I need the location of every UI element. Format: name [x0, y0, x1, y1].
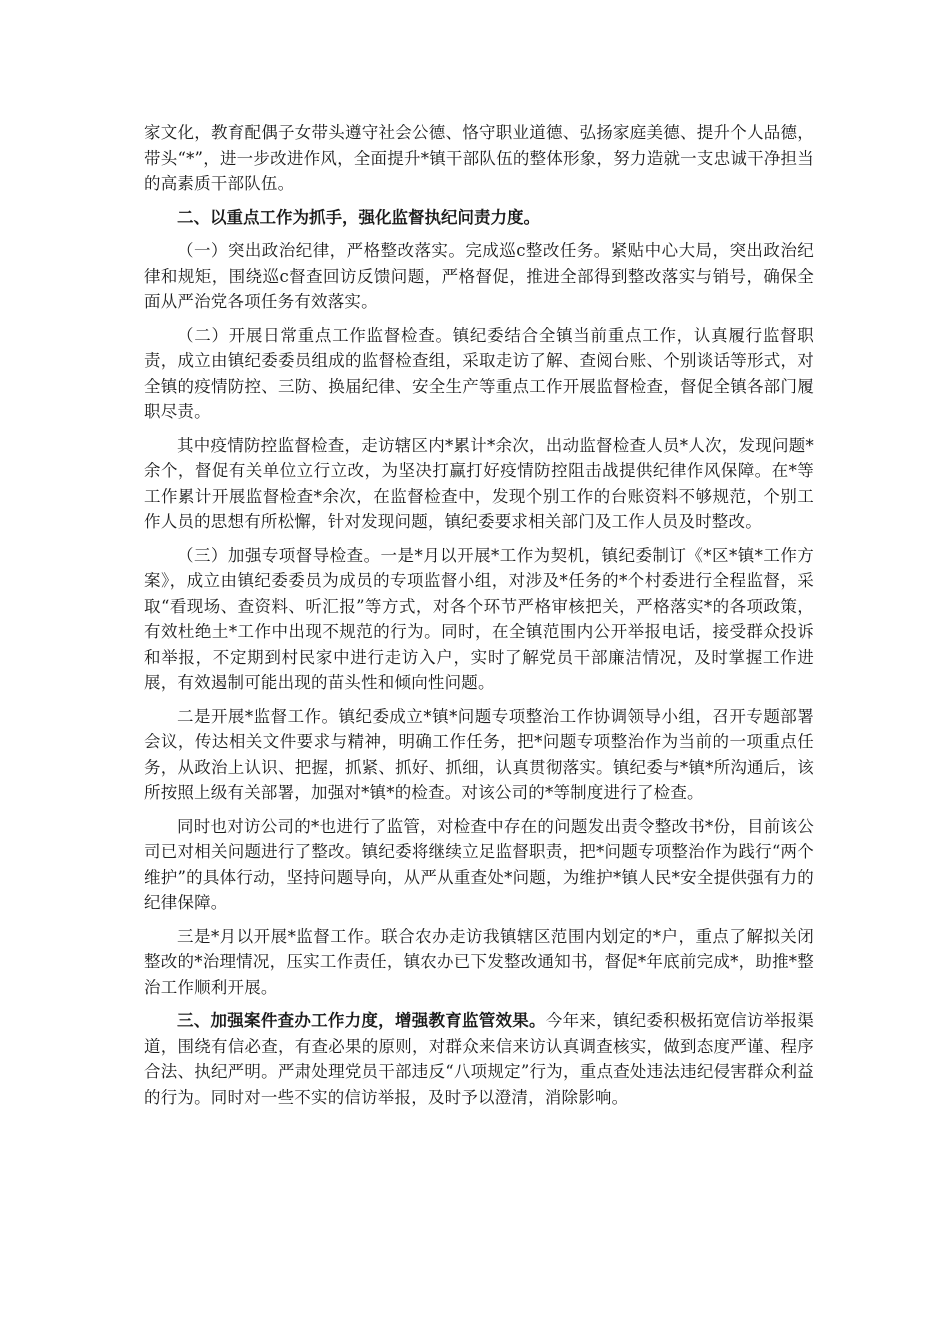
paragraph-third-item: 三是*月以开展*监督工作。联合农办走访我镇辖区范围内划定的*户，重点了解拟关闭整改的*治理情况，压实工作责任，镇农办已下发整改通知书，督促*年底前完成*，助推*整治工作顺利开展。 — [144, 926, 814, 997]
section-heading-3: 三、加强案件查办工作力度，增强教育监管效果。 — [177, 1011, 546, 1030]
paragraph-daily-supervision: （二）开展日常重点工作监督检查。镇纪委结合全镇当前重点工作，认真履行监督职责，成立由镇纪委委员组成的监督检查组，采取走访了解、查阅台账、个别谈话等形式，对全镇的疫情防控、三防、换届纪律、安全生产等重点工作开展监督检查，督促全镇各部门履职尽责。 — [144, 325, 814, 421]
section-3-body: 今年来，镇纪委积极拓宽信访举报渠道，围绕有信必查，有查必果的原则，对群众来信来访认真调查核实，做到态度严谨、程序合法、执纪严明。严肃处理党员干部违反“八项规定”行为，重点查处违法违纪侵害群众利益的行为。同时对一些不实的信访举报，及时予以澄清，消除影响。 — [144, 1011, 814, 1107]
paragraph-section-3 — [144, 1008, 814, 1110]
document-page — [144, 120, 814, 1118]
section-heading-2: 二、以重点工作为抓手，强化监督执纪问责力度。 — [177, 207, 540, 227]
paragraph-political-discipline: （一）突出政治纪律，严格整改落实。完成巡c整改任务。紧贴中心大局，突出政治纪律和规矩，围绕巡c督查回访反馈问题，严格督促，推进全部得到整改落实与销号，确保全面从严治党各项任务有效落实。 — [144, 241, 814, 311]
paragraph-second-item: 二是开展*监督工作。镇纪委成立*镇*问题专项整治工作协调领导小组，召开专题部署会议，传达相关文件要求与精神，明确工作任务，把*问题专项整治作为当前的一项重点任务，从政治上认识、把握，抓紧、抓好、抓细，认真贯彻落实。镇纪委与*镇*所沟通后，该所按照上级有关部署，加强对*镇*的检查。对该公司的*等制度进行了检查。 — [144, 706, 814, 802]
paragraph-continuation: 家文化，教育配偶子女带头遵守社会公德、恪守职业道德、弘扬家庭美德、提升个人品德，带头“*”，进一步改进作风，全面提升*镇干部队伍的整体形象，努力造就一支忠诚干净担当的高素质干部队伍。 — [144, 123, 814, 193]
paragraph-special-inspection: （三）加强专项督导检查。一是*月以开展*工作为契机，镇纪委制订《*区*镇*工作方案》，成立由镇纪委委员为成员的专项监督小组，对涉及*任务的*个村委进行全程监督，采取“看现场、查资料、听汇报”等方式，对各个环节严格审核把关，严格落实*的各项政策，有效杜绝土*工作中出现不规范的行为。同时，在全镇范围内公开举报电话，接受群众投诉和举报，不定期到村民家中进行走访入户，实时了解党员干部廉洁情况，及时掌握工作进展，有效遏制可能出现的苗头性和倾向性问题。 — [144, 545, 814, 692]
paragraph-epidemic-inspection: 其中疫情防控监督检查，走访辖区内*累计*余次，出动监督检查人员*人次，发现问题*余个，督促有关单位立行立改，为坚决打赢打好疫情防控阻击战提供纪律作风保障。在*等工作累计开展监督检查*余次，在监督检查中，发现个别工作的台账资料不够规范，个别工作人员的思想有所松懈，针对发现问题，镇纪委要求相关部门及工作人员及时整改。 — [144, 435, 814, 531]
paragraph-company-supervision: 同时也对访公司的*也进行了监管，对检查中存在的问题发出责令整改书*份，目前该公司已对相关问题进行了整改。镇纪委将继续立足监督职责，把*问题专项整治作为践行“两个维护”的具体行动，坚持问题导向，从严从重查处*问题，为维护*镇人民*安全提供强有力的纪律保障。 — [144, 816, 814, 912]
